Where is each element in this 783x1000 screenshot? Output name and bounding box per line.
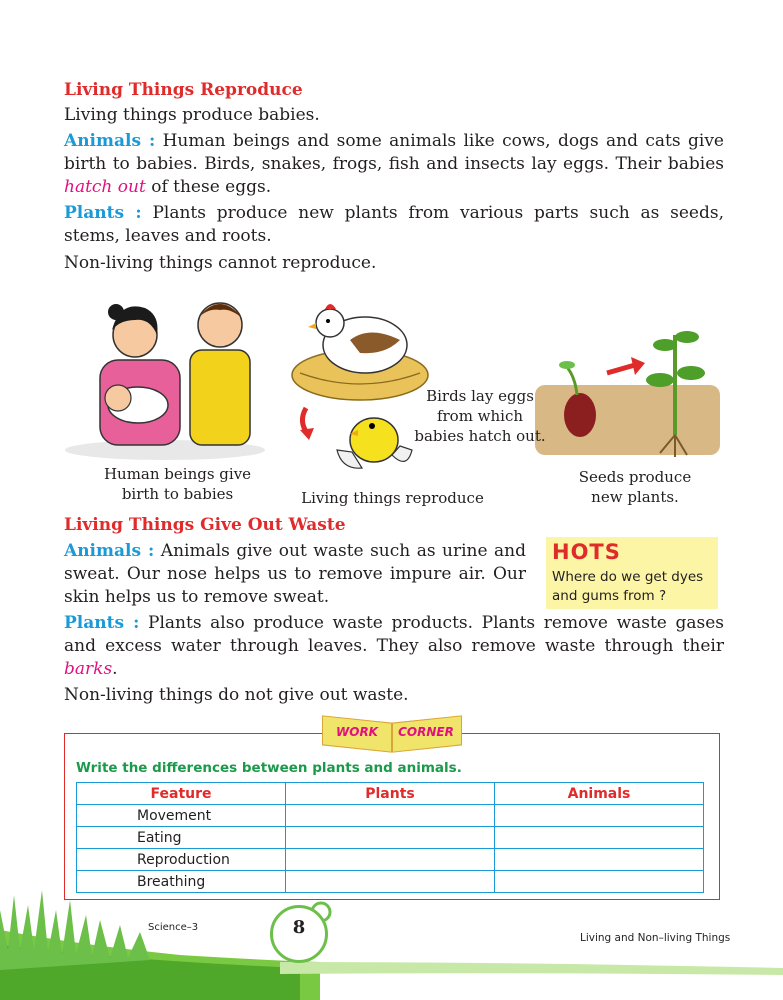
caption-human-line2: birth to babies bbox=[121, 485, 234, 503]
footer-chapter-title: Living and Non–living Things bbox=[580, 932, 731, 944]
animals-waste-label: Animals : bbox=[64, 541, 155, 561]
animals-answer-cell[interactable] bbox=[495, 805, 704, 827]
caption-living-things-reproduce: Living things reproduce bbox=[301, 489, 484, 507]
banner-work: WORK bbox=[336, 725, 378, 739]
caption-seeds bbox=[565, 467, 705, 507]
caption-birds-line2: from which bbox=[436, 407, 524, 425]
section-heading-reproduce: Living Things Reproduce bbox=[64, 80, 303, 100]
caption-birds-line1: Birds lay eggs bbox=[426, 387, 534, 405]
plants-label: Plants : bbox=[64, 203, 142, 223]
table-header-row bbox=[77, 783, 704, 805]
animals-label: Animals : bbox=[64, 131, 156, 151]
header-animals: Animals bbox=[495, 783, 704, 805]
caption-birds-line3: babies hatch out. bbox=[414, 427, 546, 445]
hots-question: Where do we get dyes and gums from ? bbox=[552, 569, 704, 604]
caption-seeds-line1: Seeds produce bbox=[578, 468, 692, 486]
hatch-out-term: hatch out bbox=[64, 177, 146, 197]
header-plants: Plants bbox=[286, 783, 495, 805]
plants-answer-cell[interactable] bbox=[286, 827, 495, 849]
caption-seeds-line2: new plants. bbox=[591, 488, 679, 506]
chick-illustration bbox=[292, 400, 422, 475]
work-instruction: Write the differences between plants and animals. bbox=[76, 760, 462, 776]
intro-text: Living things produce babies. bbox=[64, 105, 320, 125]
nonliving-waste-text: Non-living things do not give out waste. bbox=[64, 685, 409, 705]
feature-cell: Breathing bbox=[77, 871, 286, 893]
hen-nest-illustration bbox=[290, 295, 430, 410]
animals-text-2: of these eggs. bbox=[145, 177, 272, 197]
banner-corner: CORNER bbox=[398, 725, 454, 739]
caption-human-line1: Human beings give bbox=[103, 465, 252, 483]
plants-waste-text-1: Plants also produce waste products. Plants remove waste gases and excess water through leaves. They also remove waste through their bbox=[64, 613, 724, 656]
work-corner-banner bbox=[322, 719, 462, 749]
animals-waste-paragraph bbox=[64, 540, 526, 609]
plants-waste-label: Plants : bbox=[64, 613, 140, 633]
page-number: 8 bbox=[292, 917, 306, 938]
plants-waste-paragraph bbox=[64, 612, 724, 681]
table-row bbox=[77, 827, 704, 849]
nonliving-reproduce-text: Non-living things cannot reproduce. bbox=[64, 253, 377, 273]
plants-reproduce-paragraph bbox=[64, 202, 724, 248]
section-heading-waste: Living Things Give Out Waste bbox=[64, 515, 346, 535]
footer-book-title: Science–3 bbox=[148, 922, 199, 933]
grass-decoration bbox=[0, 850, 783, 1000]
seed-plant-illustration bbox=[535, 325, 720, 460]
caption-birds bbox=[410, 386, 550, 446]
feature-cell: Eating bbox=[77, 827, 286, 849]
feature-cell: Reproduction bbox=[77, 849, 286, 871]
animals-waste-text: Animals give out waste such as urine and sweat. Our nose helps us to remove impure air. Our skin helps us to remove sweat. bbox=[64, 541, 526, 607]
animals-answer-cell[interactable] bbox=[495, 827, 704, 849]
hots-title: HOTS bbox=[552, 540, 621, 564]
caption-human-beings bbox=[100, 464, 255, 504]
hots-box bbox=[546, 537, 718, 609]
family-illustration bbox=[60, 290, 270, 460]
barks-term: barks bbox=[64, 659, 113, 679]
plants-answer-cell[interactable] bbox=[286, 805, 495, 827]
table-row bbox=[77, 805, 704, 827]
animals-text-1: Human beings and some animals like cows, dogs and cats give birth to babies. Birds, snakes, frogs, fish and insects lay eggs. Their babies bbox=[64, 131, 724, 174]
header-feature: Feature bbox=[77, 783, 286, 805]
plants-waste-text-2: . bbox=[112, 659, 118, 679]
animals-reproduce-paragraph bbox=[64, 130, 724, 199]
plants-text: Plants produce new plants from various parts such as seeds, stems, leaves and roots. bbox=[64, 203, 725, 246]
feature-cell: Movement bbox=[77, 805, 286, 827]
